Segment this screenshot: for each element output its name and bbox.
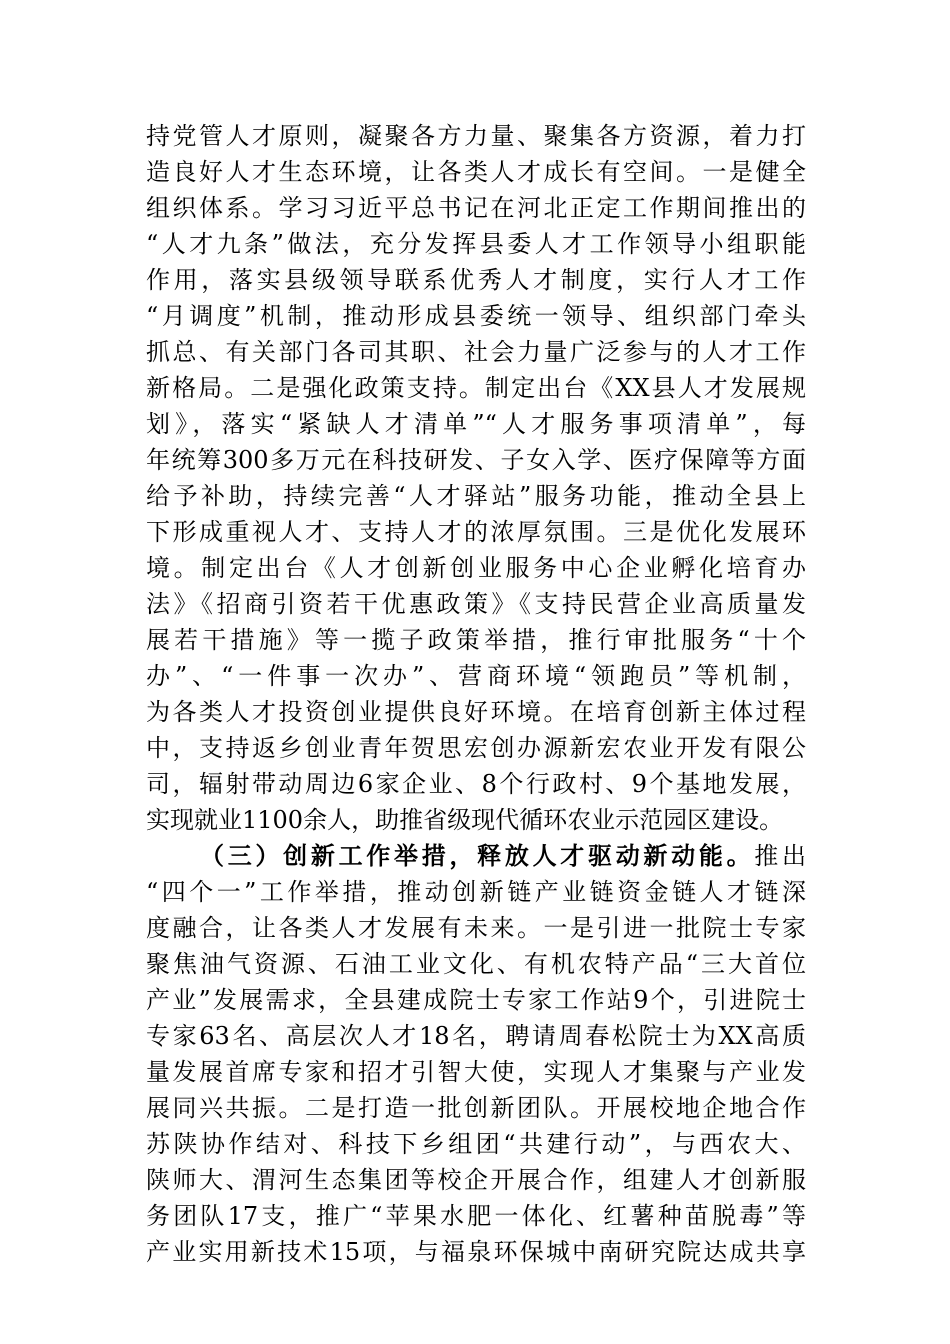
text-line: 抓总、有关部门各司其职、社会力量广泛参与的人才工作: [146, 338, 806, 366]
text-line: 产业”发展需求，全县建成院士专家工作站9个，引进院士: [146, 986, 806, 1014]
text-line: 专家63名、高层次人才18名，聘请周春松院士为XX高质: [146, 1022, 806, 1050]
text-line: 年统筹300多万元在科技研发、子女入学、医疗保障等方面: [146, 446, 806, 474]
text-line: 产业实用新技术15项，与福泉环保城中南研究院达成共享: [146, 1238, 806, 1266]
text-line: 为各类人才投资创业提供良好环境。在培育创新主体过程: [146, 698, 806, 726]
text-line: 境。制定出台《人才创新创业服务中心企业孵化培育办: [146, 554, 806, 582]
section-heading-line: [200, 838, 806, 874]
text-line: 苏陕协作结对、科技下乡组团“共建行动”，与西农大、: [146, 1130, 806, 1158]
text-line: 展若干措施》等一揽子政策举措，推行审批服务“十个: [146, 626, 806, 654]
text-line: 办”、“一件事一次办”、营商环境“领跑员”等机制，: [146, 662, 806, 690]
text-line: 划》，落实“紧缺人才清单”“人才服务事项清单”，每: [146, 410, 806, 438]
text-line: 组织体系。学习习近平总书记在河北正定工作期间推出的: [146, 194, 806, 222]
text-line: 持党管人才原则，凝聚各方力量、聚集各方资源，着力打: [146, 122, 806, 150]
text-line: 法》《招商引资若干优惠政策》《支持民营企业高质量发: [146, 590, 806, 618]
text-line: 司，辐射带动周边6家企业、8个行政村、9个基地发展，: [146, 770, 806, 798]
text-line: “人才九条”做法，充分发挥县委人才工作领导小组职能: [146, 230, 806, 258]
text-line: “月调度”机制，推动形成县委统一领导、组织部门牵头: [146, 302, 806, 330]
text-line: 度融合，让各类人才发展有未来。一是引进一批院士专家: [146, 914, 806, 942]
text-line: 新格局。二是强化政策支持。制定出台《XX县人才发展规: [146, 374, 806, 402]
text-line: 作用，落实县级领导联系优秀人才制度，实行人才工作: [146, 266, 806, 294]
section-heading-tail: 推出: [754, 842, 806, 870]
text-line: “四个一”工作举措，推动创新链产业链资金链人才链深: [146, 878, 806, 906]
text-line: 造良好人才生态环境，让各类人才成长有空间。一是健全: [146, 158, 806, 186]
section-heading: （三）创新工作举措，释放人才驱动新动能。: [200, 841, 755, 870]
text-line: 给予补助，持续完善“人才驿站”服务功能，推动全县上: [146, 482, 806, 510]
text-line: 量发展首席专家和招才引智大使，实现人才集聚与产业发: [146, 1058, 806, 1086]
text-line: 展同兴共振。二是打造一批创新团队。开展校地企地合作: [146, 1094, 806, 1122]
text-line: 实现就业1100余人，助推省级现代循环农业示范园区建设。: [146, 806, 784, 834]
text-line: 下形成重视人才、支持人才的浓厚氛围。三是优化发展环: [146, 518, 806, 546]
text-line: 务团队17支，推广“苹果水肥一体化、红薯种苗脱毒”等: [146, 1202, 806, 1230]
text-line: 陕师大、渭河生态集团等校企开展合作，组建人才创新服: [146, 1166, 806, 1194]
text-line: 聚焦油气资源、石油工业文化、有机农特产品“三大首位: [146, 950, 806, 978]
text-line: 中，支持返乡创业青年贺思宏创办源新宏农业开发有限公: [146, 734, 806, 762]
